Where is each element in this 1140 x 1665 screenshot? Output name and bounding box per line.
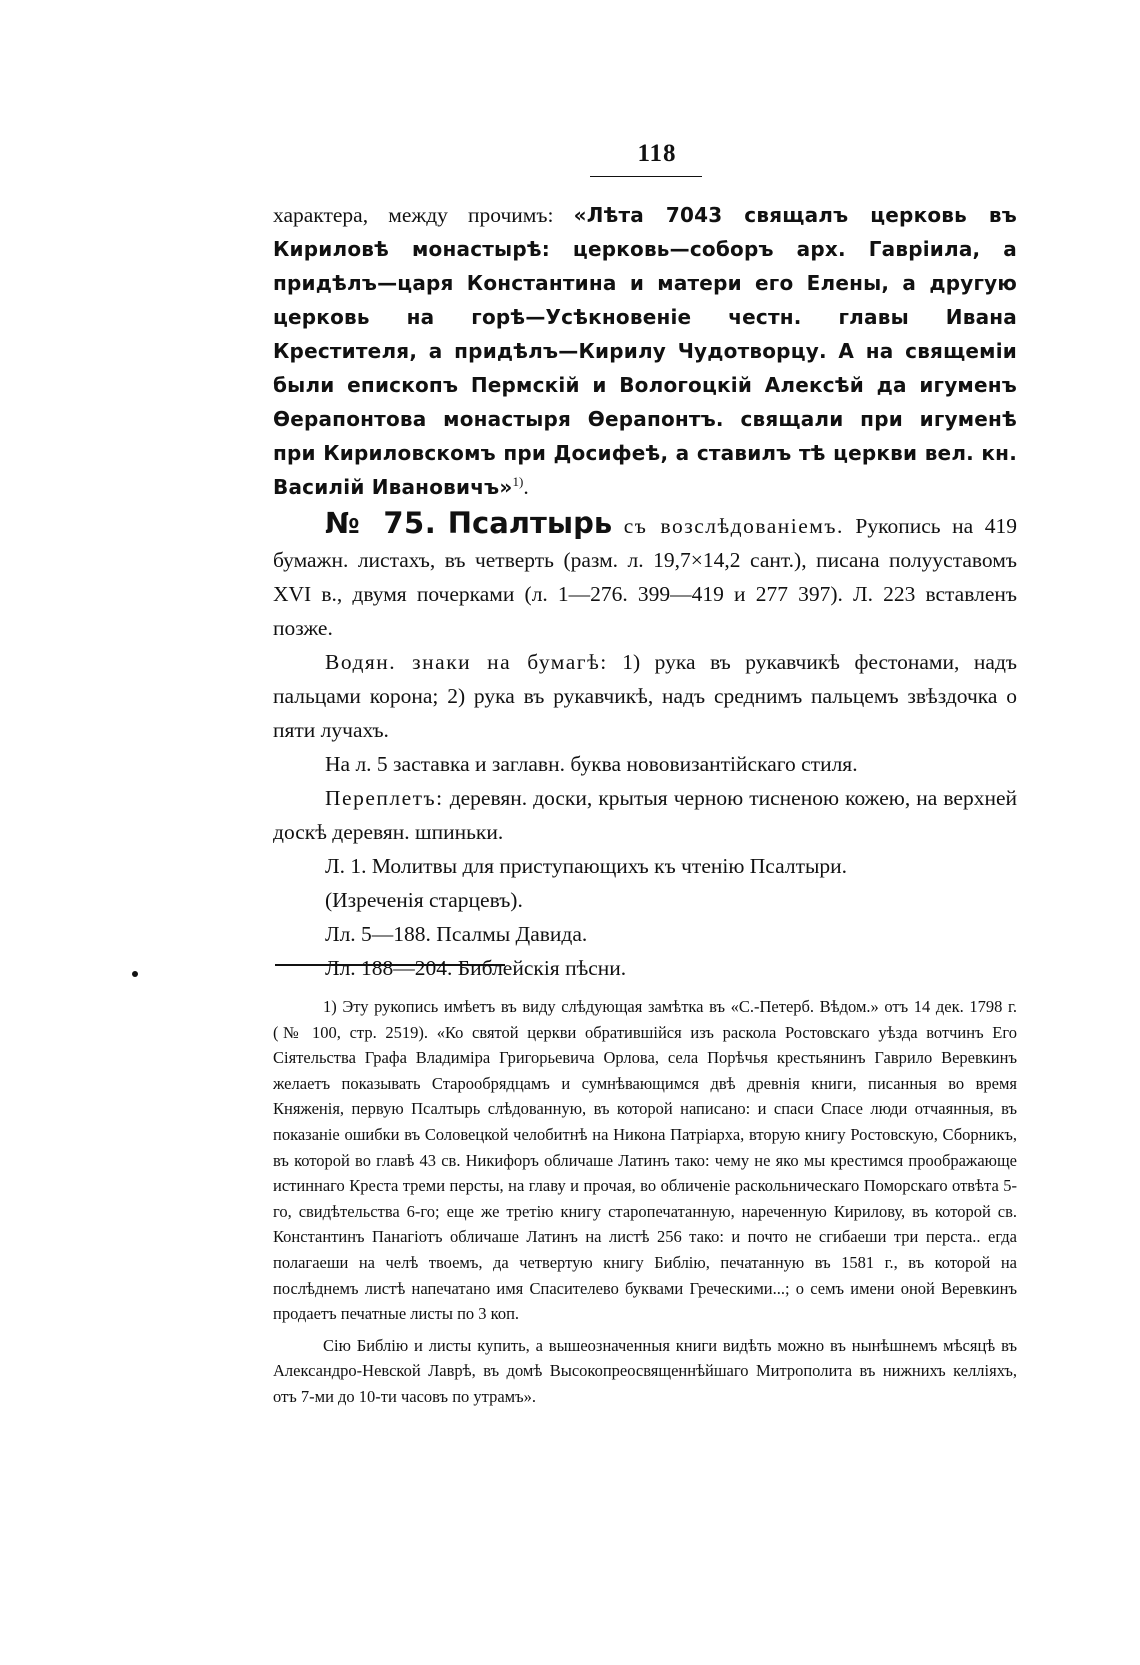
intro-paragraph [273, 198, 1017, 504]
page-number: 118 [637, 140, 677, 167]
footnote-rule [275, 964, 505, 966]
entry-heading-paragraph [273, 506, 1017, 645]
footnote-paragraph: Сію Библію и листы купить, а вышеозначенныя книги видѣть можно въ нынѣшнемъ мѣсяцѣ въ Александро-Невской Лаврѣ, въ домѣ Высокопреосвященнѣйшаго Митрополита въ нижнихъ келліяхъ, отъ 7-ми до 10-ти часовъ по утрамъ». [273, 1335, 1017, 1406]
footnote-ref: 1) [512, 473, 524, 489]
entry-description: Рукопись на 419 бумажн. листахъ, въ четверть (разм. л. 19,7×14,2 сант.), писана полууставомъ XVI в., двумя почерками (л. 1—276. 399—419 и 277 397). Л. 223 вставленъ позже. [273, 514, 1017, 640]
entry-title: Псалтырь [447, 506, 613, 540]
watermarks-label: Водян. знаки на бумагѣ: [325, 650, 608, 674]
entry-subtitle: съ возслѣдованіемъ. [623, 514, 844, 538]
church-slavonic-quote: «Лѣта 7043 свящалъ церковь въ Кириловѣ монастырѣ: церковь—соборъ арх. Гавріила, а придѣлъ—царя Константина и матери его Елены, а другую церковь на горѣ—Усѣкновеніе честн. главы Ивана Крестителя, а придѣлъ—Кирилу Чудотворцу. А на свящеміи были епископъ Пермскій и Вологоцкій Алексѣй да игуменъ Ѳерапонтова монастыря Ѳерапонтъ. свящали при игуменѣ при Кириловскомъ при Досифеѣ, а ставилъ тѣ церкви вел. кн. Василій Ивановичъ» [273, 203, 1018, 499]
contents-line: Л. 1. Молитвы для приступающихъ къ чтенію Псалтыри. [325, 854, 848, 878]
intro-lead: характера, между прочимъ: [273, 203, 574, 227]
footnotes [273, 994, 1017, 1410]
contents-line: Лл. 5—188. Псалмы Давида. [325, 922, 588, 946]
margin-dot [132, 971, 138, 977]
footnote-paragraph: 1) Эту рукопись имѣетъ въ виду слѣдующая замѣтка въ «С.-Петерб. Вѣдом.» отъ 14 дек. 1798 г. (№ 100, стр. 2519). «Ко святой церкви обратившійся изъ раскола Ростовскаго уѣзда вотчинъ Его Сіятельства Графа Владиміра Григорьевича Орлова, села Порѣчья крестьянинъ Гаврило Веревкинъ желаетъ показывать Старообрядцамъ и сумнѣвающимся двѣ древнія книги, писанныя во время Княженія, первую Псалтырь слѣдованную, въ которой написано: и спаси Спасе люди отчаянныя, въ показаніе ошибки въ Соловецкой челобитнѣ на Никона Патріарха, вторую книгу Ростовскую, Сборникъ, въ которой во главѣ 43 св. Никифоръ обличаше Латинъ тако: чему не яко мы крестимся проображающе истиннаго Креста треми персты, на главу и прочая, во обличеніе раскольническаго Поморскаго отвѣта 5-го, свидѣтельства 6-го; еще же третію книгу старопечатанную, нареченную Кирилову, въ которой св. Константинъ Панагіотъ обличаше Латинъ на листѣ 256 тако: и почто не сгибаеши три перста.. егда полагаеши на челѣ твоемъ, да четвертую книгу Библію, печатанную въ 1581 г., въ которой на послѣднемъ листѣ напечатано имя Спасителево буквами Греческими...; о семъ имени оной Веревкинъ продаетъ печатные листы по 3 коп. [273, 997, 1017, 1324]
binding-text: деревян. доски, крытыя черною тисненою кожею, на верхней доскѣ деревян. шпиньки. [273, 786, 1017, 844]
main-text [273, 198, 1017, 985]
contents-line: Лл. 188—204. Библейскія пѣсни. [325, 956, 627, 980]
page-number-rule [590, 176, 702, 177]
entry-number: № 75. [325, 506, 437, 540]
contents-line: (Изреченія старцевъ). [325, 888, 523, 912]
watermarks-text: 1) рука въ рукавчикѣ фестонами, надъ пальцами корона; 2) рука въ рукавчикѣ, надъ среднимъ пальцемъ звѣздочка о пяти лучахъ. [273, 650, 1017, 742]
intro-tail: . [523, 475, 529, 499]
watermarks-paragraph [273, 645, 1017, 747]
binding-label: Переплетъ: [325, 786, 444, 810]
binding-paragraph [273, 781, 1017, 849]
decoration-paragraph: На л. 5 заставка и заглавн. буква нововизантійскаго стиля. [325, 752, 858, 776]
